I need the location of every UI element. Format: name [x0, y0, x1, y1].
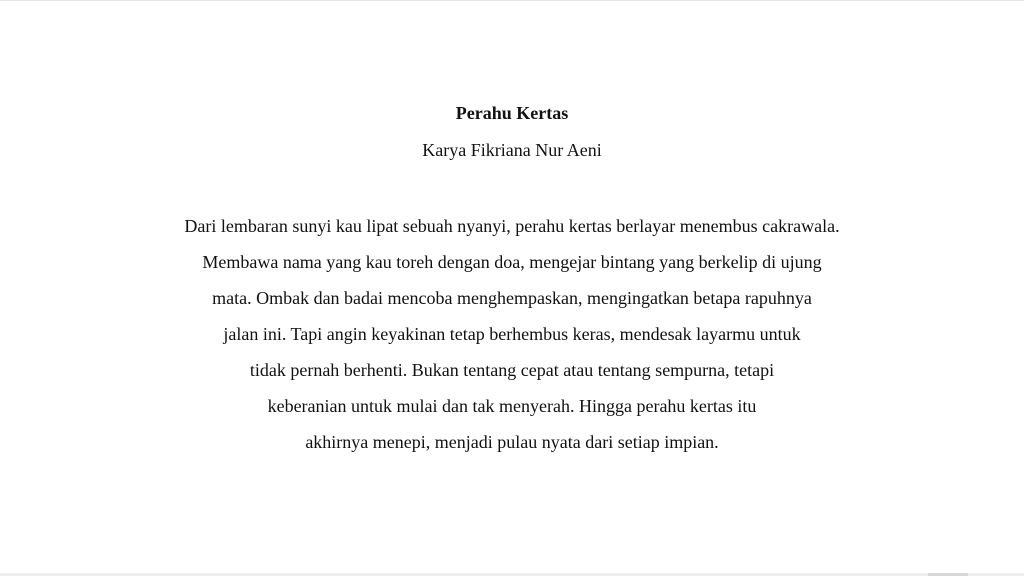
poem-line: akhirnya menepi, menjadi pulau nyata dari setiap impian. [305, 432, 719, 452]
poem-line: Membawa nama yang kau toreh dengan doa, mengejar bintang yang berkelip di ujung [202, 252, 822, 272]
top-divider [0, 0, 1024, 1]
poem-body [0, 208, 1024, 460]
poem-line: mata. Ombak dan badai mencoba menghempaskan, mengingatkan betapa rapuhnya [212, 288, 812, 308]
poem-line: Dari lembaran sunyi kau lipat sebuah nyanyi, perahu kertas berlayar menembus cakrawala. [184, 216, 840, 236]
poem-author: Karya Fikriana Nur Aeni [422, 140, 602, 160]
poem-line: jalan ini. Tapi angin keyakinan tetap berhembus keras, mendesak layarmu untuk [223, 324, 801, 344]
poem-line: tidak pernah berhenti. Bukan tentang cepat atau tentang sempurna, tetapi [249, 360, 775, 380]
poem-title: Perahu Kertas [455, 103, 569, 123]
poem-line: keberanian untuk mulai dan tak menyerah. Hingga perahu kertas itu [267, 396, 757, 416]
